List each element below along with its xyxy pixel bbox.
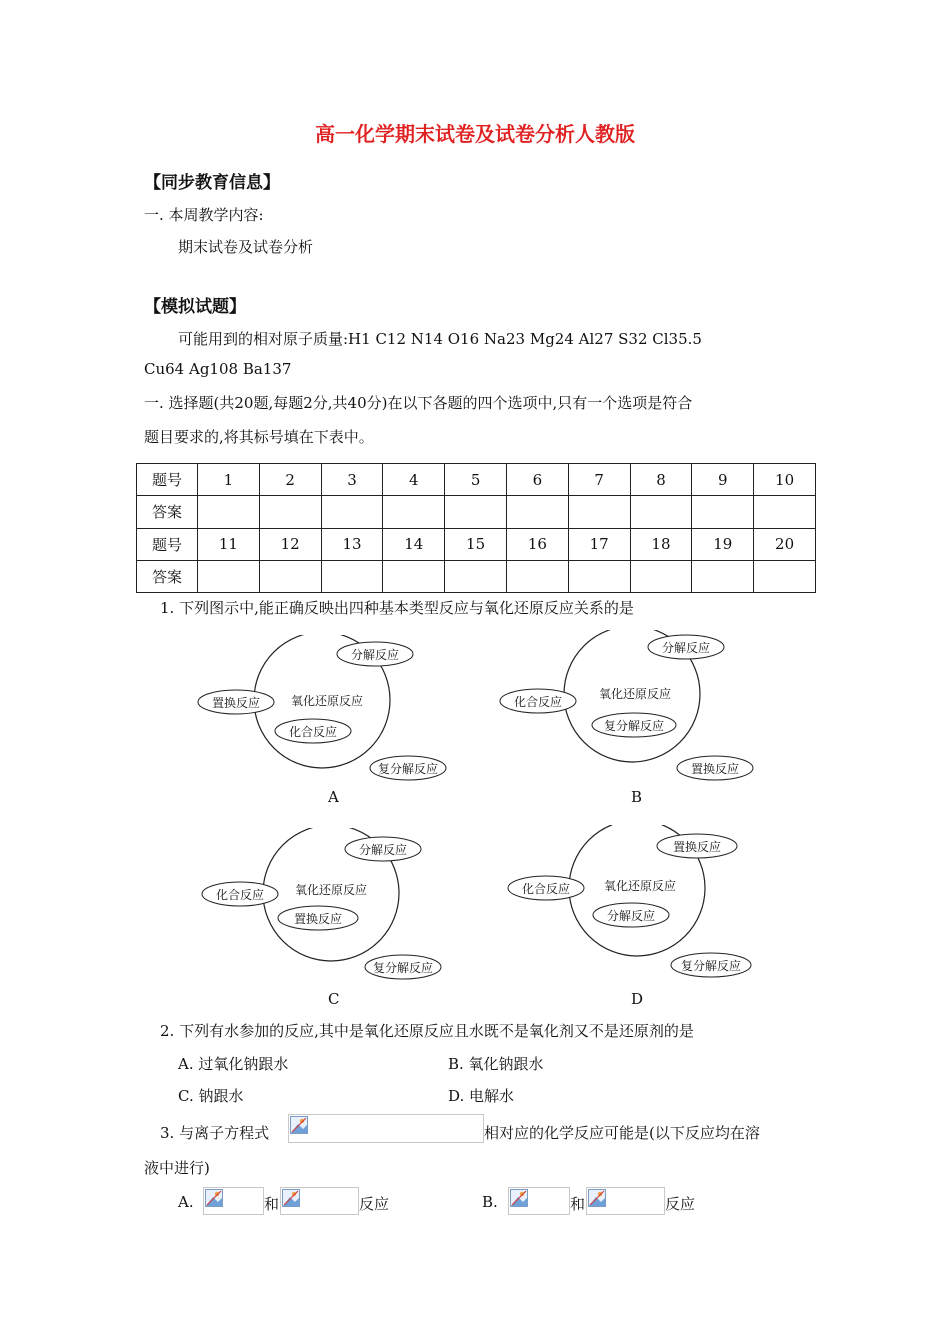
question-2-text: 2. 下列有水参加的反应,其中是氧化还原反应且水既不是氧化剂又不是还原剂的是	[160, 1022, 694, 1040]
table-row	[137, 464, 816, 496]
answer-cell[interactable]	[754, 560, 816, 592]
diagram-c[interactable]	[190, 828, 470, 998]
oval-label: 分解反应	[358, 843, 407, 857]
question-number: 9	[692, 464, 754, 496]
formula-image	[586, 1187, 665, 1215]
question-number: 19	[692, 528, 754, 560]
circle-label: 氧化还原反应	[294, 883, 367, 897]
question-number: 6	[506, 464, 568, 496]
atomic-mass-line1: 可能用到的相对原子质量:H1 C12 N14 O16 Na23 Mg24 Al27 S32 Cl35.5	[178, 330, 702, 348]
oval-label: 置换反应	[211, 696, 260, 710]
oval-label: 分解反应	[661, 641, 710, 655]
q3-option-b-label[interactable]: B.	[482, 1193, 498, 1211]
formula-image	[203, 1187, 264, 1215]
and-text: 和	[570, 1195, 586, 1213]
answer-cell[interactable]	[692, 496, 754, 528]
question-number: 11	[198, 528, 260, 560]
formula-image	[508, 1187, 570, 1215]
info-heading: 【同步教育信息】	[144, 173, 280, 193]
answer-cell[interactable]	[259, 560, 321, 592]
diagram-a-shapes	[190, 635, 470, 805]
choice-instructions-line1: 一. 选择题(共20题,每题2分,共40分)在以下各题的四个选项中,只有一个选项是符合	[144, 394, 693, 412]
answer-cell[interactable]	[568, 496, 630, 528]
q2-option-d[interactable]: D. 电解水	[448, 1087, 515, 1105]
answer-cell[interactable]	[198, 560, 260, 592]
circle-label: 氧化还原反应	[603, 879, 676, 893]
broken-image-icon	[588, 1189, 606, 1207]
question-3-prefix: 3. 与离子方程式	[160, 1124, 270, 1142]
question-number: 2	[259, 464, 321, 496]
table-row	[137, 560, 816, 592]
answer-cell[interactable]	[259, 496, 321, 528]
oval-label: 分解反应	[350, 648, 399, 662]
answer-cell[interactable]	[506, 496, 568, 528]
broken-image-icon	[510, 1189, 528, 1207]
question-number: 15	[445, 528, 507, 560]
answer-table	[136, 463, 816, 593]
react-text: 反应	[665, 1195, 696, 1213]
question-number: 20	[754, 528, 816, 560]
question-number: 17	[568, 528, 630, 560]
diagram-b-letter: B	[631, 788, 643, 806]
diagram-d[interactable]	[500, 825, 780, 995]
oval-label: 置换反应	[690, 762, 739, 776]
question-3-line2: 液中进行)	[144, 1159, 210, 1177]
question-number: 18	[630, 528, 692, 560]
info-item: 一. 本周教学内容:	[144, 206, 264, 224]
question-number: 10	[754, 464, 816, 496]
oval-label: 复分解反应	[372, 961, 433, 975]
oval-label: 复分解反应	[603, 719, 664, 733]
table-label: 答案	[137, 496, 198, 528]
table-row	[137, 528, 816, 560]
and-text: 和	[264, 1195, 280, 1213]
question-number: 3	[321, 464, 383, 496]
diagram-d-letter: D	[631, 990, 644, 1008]
broken-image-icon	[205, 1189, 223, 1207]
equation-image	[288, 1114, 484, 1143]
answer-cell[interactable]	[445, 560, 507, 592]
question-1-text: 1. 下列图示中,能正确反映出四种基本类型反应与氧化还原反应关系的是	[160, 599, 634, 617]
answer-cell[interactable]	[568, 560, 630, 592]
question-number: 13	[321, 528, 383, 560]
question-number: 7	[568, 464, 630, 496]
choice-instructions-line2: 题目要求的,将其标号填在下表中。	[144, 428, 374, 446]
answer-cell[interactable]	[383, 560, 445, 592]
broken-image-icon	[290, 1116, 308, 1134]
circle-label: 氧化还原反应	[290, 694, 363, 708]
answer-cell[interactable]	[383, 496, 445, 528]
question-number: 14	[383, 528, 445, 560]
oval-label: 分解反应	[606, 909, 655, 923]
diagram-c-letter: C	[328, 990, 340, 1008]
answer-cell[interactable]	[630, 560, 692, 592]
q3-option-a-label[interactable]: A.	[178, 1193, 194, 1211]
diagram-a-letter: A	[328, 788, 339, 806]
answer-cell[interactable]	[506, 560, 568, 592]
q2-option-b[interactable]: B. 氧化钠跟水	[448, 1055, 544, 1073]
oval-label: 复分解反应	[377, 762, 438, 776]
answer-cell[interactable]	[630, 496, 692, 528]
oval-label: 化合反应	[215, 888, 264, 902]
question-number: 16	[506, 528, 568, 560]
q2-option-c[interactable]: C. 钠跟水	[178, 1087, 244, 1105]
atomic-mass-line2: Cu64 Ag108 Ba137	[144, 360, 292, 378]
answer-cell[interactable]	[445, 496, 507, 528]
table-label: 题号	[137, 528, 198, 560]
oval-label: 置换反应	[672, 840, 721, 854]
circle-label: 氧化还原反应	[598, 687, 671, 701]
table-row	[137, 496, 816, 528]
q2-option-a[interactable]: A. 过氧化钠跟水	[178, 1055, 289, 1073]
diagram-a[interactable]	[190, 635, 470, 805]
oval-label: 置换反应	[293, 912, 342, 926]
question-number: 1	[198, 464, 260, 496]
oval-label: 复分解反应	[680, 959, 741, 973]
oval-label: 化合反应	[513, 695, 562, 709]
table-label: 答案	[137, 560, 198, 592]
answer-cell[interactable]	[321, 560, 383, 592]
diagram-b[interactable]	[498, 630, 778, 800]
react-text: 反应	[359, 1195, 390, 1213]
question-number: 4	[383, 464, 445, 496]
question-number: 12	[259, 528, 321, 560]
answer-cell[interactable]	[198, 496, 260, 528]
broken-image-icon	[282, 1189, 300, 1207]
question-3-suffix: 相对应的化学反应可能是(以下反应均在溶	[484, 1124, 760, 1142]
oval-label: 化合反应	[521, 882, 570, 896]
info-content: 期末试卷及试卷分析	[178, 238, 314, 256]
question-number: 5	[445, 464, 507, 496]
answer-cell[interactable]	[321, 496, 383, 528]
answer-cell[interactable]	[692, 560, 754, 592]
answer-cell[interactable]	[754, 496, 816, 528]
mock-heading: 【模拟试题】	[144, 297, 246, 317]
formula-image	[280, 1187, 359, 1215]
table-label: 题号	[137, 464, 198, 496]
oval-label: 化合反应	[288, 725, 337, 739]
page-title: 高一化学期末试卷及试卷分析人教版	[315, 122, 635, 146]
question-number: 8	[630, 464, 692, 496]
